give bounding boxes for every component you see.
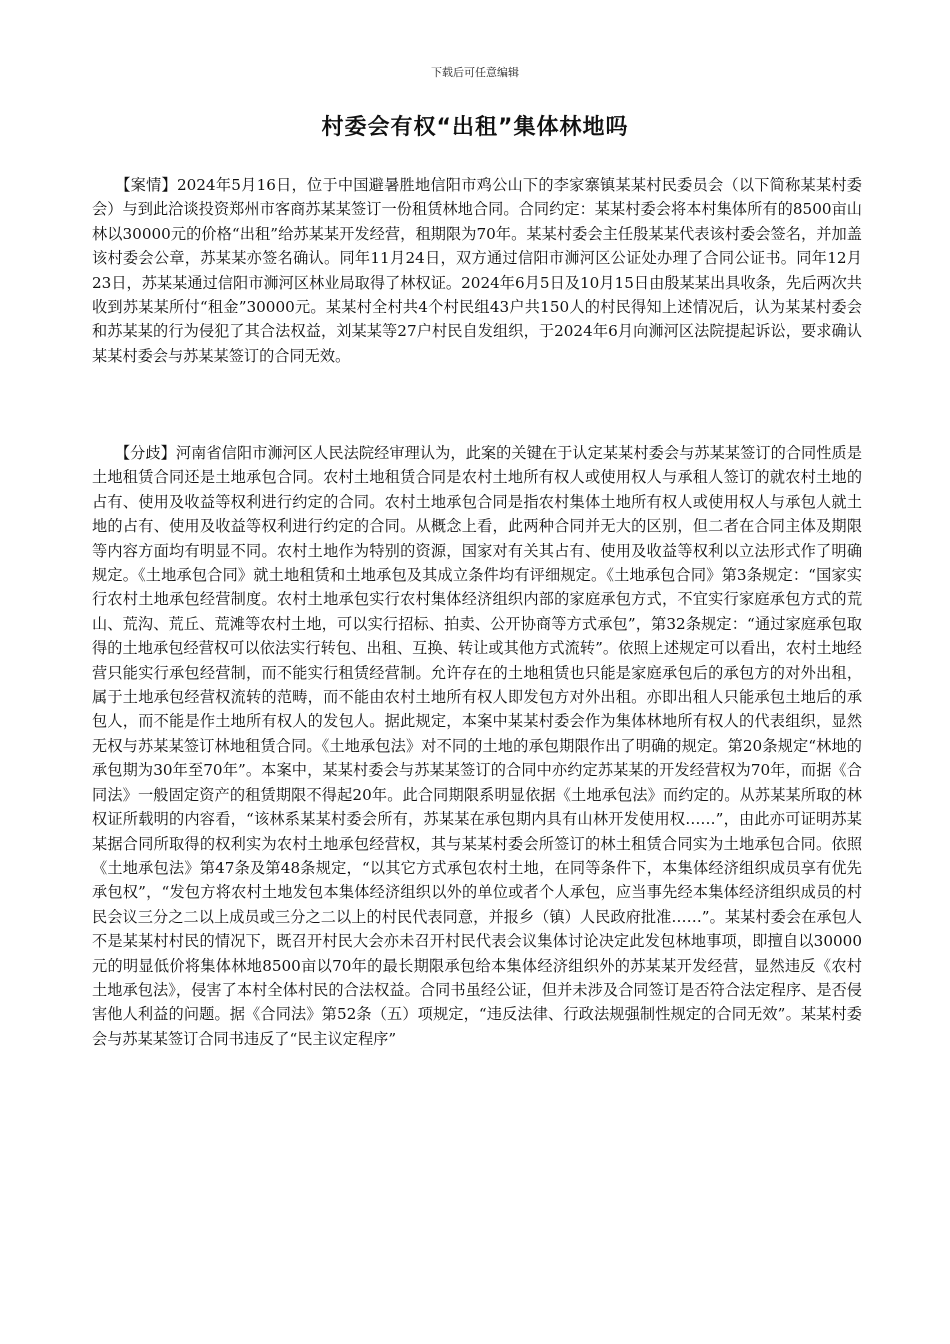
dispute-paragraph: 【分歧】河南省信阳市浉河区人民法院经审理认为，此案的关键在于认定某某村委会与苏某某签订的合同性质是土地租赁合同还是土地承包合同。农村土地租赁合同是农村土地所有权人或使用权人与承租人签订的就农村土地的占有、使用及收益等权利进行约定的合同。农村土地承包合同是指农村集体土地所有权人或使用权人与承包人就土地的占有、使用及收益等权利进行约定的合同。从概念上看，此两种合同并无大的区别，但二者在合同主体及期限等内容方面均有明显不同。农村土地作为特别的资源，国家对有关其占有、使用及收益等权利以立法形式作了明确规定。《土地承包合同》就土地租赁和土地承包及其成立条件均有评细规定。《土地承包合同》第3条规定：“国家实行农村土地承包经营制度。农村土地承包实行农村集体经济组织内部的家庭承包方式，不宜实行家庭承包方式的荒山、荒沟、荒丘、荒滩等农村土地，可以实行招标、拍卖、公开协商等方式承包”，第32条规定：“通过家庭承包取得的土地承包经营权可以依法实行转包、出租、互换、转让或其他方式流转”。依照上述规定可以看出，农村土地经营只能实行承包经营制，而不能实行租赁经营制。允许存在的土地租赁也只能是家庭承包后的承包方的对外出租，属于土地承包经营权流转的范畴，而不能由农村土地所有权人即发包方对外出租。亦即出租人只能承包土地后的承包人，而不能是作土地所有权人的发包人。据此规定，本案中某某村委会作为集体林地所有权人的代表组织，显然无权与苏某某签订林地租赁合同。《土地承包法》对不同的土地的承包期限作出了明确的规定。第20条规定“林地的承包期为30年至70年”。本案中，某某村委会与苏某某签订的合同中亦约定苏某某的开发经营权为70年，而据《合同法》一般固定资产的租赁期限不得起20年。此合同期限系明显依据《土地承包法》而约定的。从苏某某所取的林权证所载明的内容看，“该林系某某村委会所有，苏某某在承包期内具有山林开发使用权……”，由此亦可证明苏某某据合同所取得的权利实为农村土地承包经营权，其与某某村委会所签订的林土租赁合同实为土地承包合同。依照《土地承包法》第47条及第48条规定，“以其它方式承包农村土地，在同等条件下，本集体经济组织成员享有优先承包权”，“发包方将农村土地发包本集体经济组织以外的单位或者个人承包，应当事先经本集体经济组织成员的村民会议三分之二以上成员或三分之二以上的村民代表同意，并报乡（镇）人民政府批准……”。某某村委会在承包人不是某某村村民的情况下，既召开村民大会亦未召开村民代表会议集体讨论决定此发包林地事项，即擅自以30000元的明显低价将集体林地8500亩以70年的最长期限承包给本集体经济组织外的苏某某开发经营，显然违反《农村土地承包法》，侵害了本村全体村民的合法权益。合同书虽经公证，但并未涉及合同签订是否符合法定程序、是否侵害他人利益的问题。据《合同法》第52条（五）项规定，“违反法律、行政法规强制性规定的合同无效”。某某村委会与苏某某签订合同书违反了“民主议定程序” xyxy=(92,444,862,1048)
case-paragraph: 【案情】2024年5月16日，位于中国避暑胜地信阳市鸡公山下的李家寨镇某某村民委员会（以下简称某某村委会）与到此洽谈投资郑州市客商苏某某签订一份租赁林地合同。合同约定：某某村委会将本村集体所有的8500亩山林以30000元的价格“出租”给苏某某开发经营，租期限为70年。某某村委会主任殷某某代表该村委会签名，并加盖该村委会公章，苏某某亦签名确认。同年11月24日，双方通过信阳市浉河区公证处办理了合同公证书。同年12月23日，苏某某通过信阳市浉河区林业局取得了林权证。2024年6月5日及10月15日由殷某某出具收条，先后两次共收到苏某某所付“租金”30000元。某某村全村共4个村民组43户共150人的村民得知上述情况后，认为某某村委会和苏某某的行为侵犯了其合法权益，刘某某等27户村民自发组织，于2024年6月向浉河区法院提起诉讼，要求确认某某村委会与苏某某签订的合同无效。 xyxy=(92,176,862,365)
page-title: 村委会有权“出租”集体林地吗 xyxy=(321,115,629,140)
header-note: 下载后可任意编辑 xyxy=(431,66,519,79)
